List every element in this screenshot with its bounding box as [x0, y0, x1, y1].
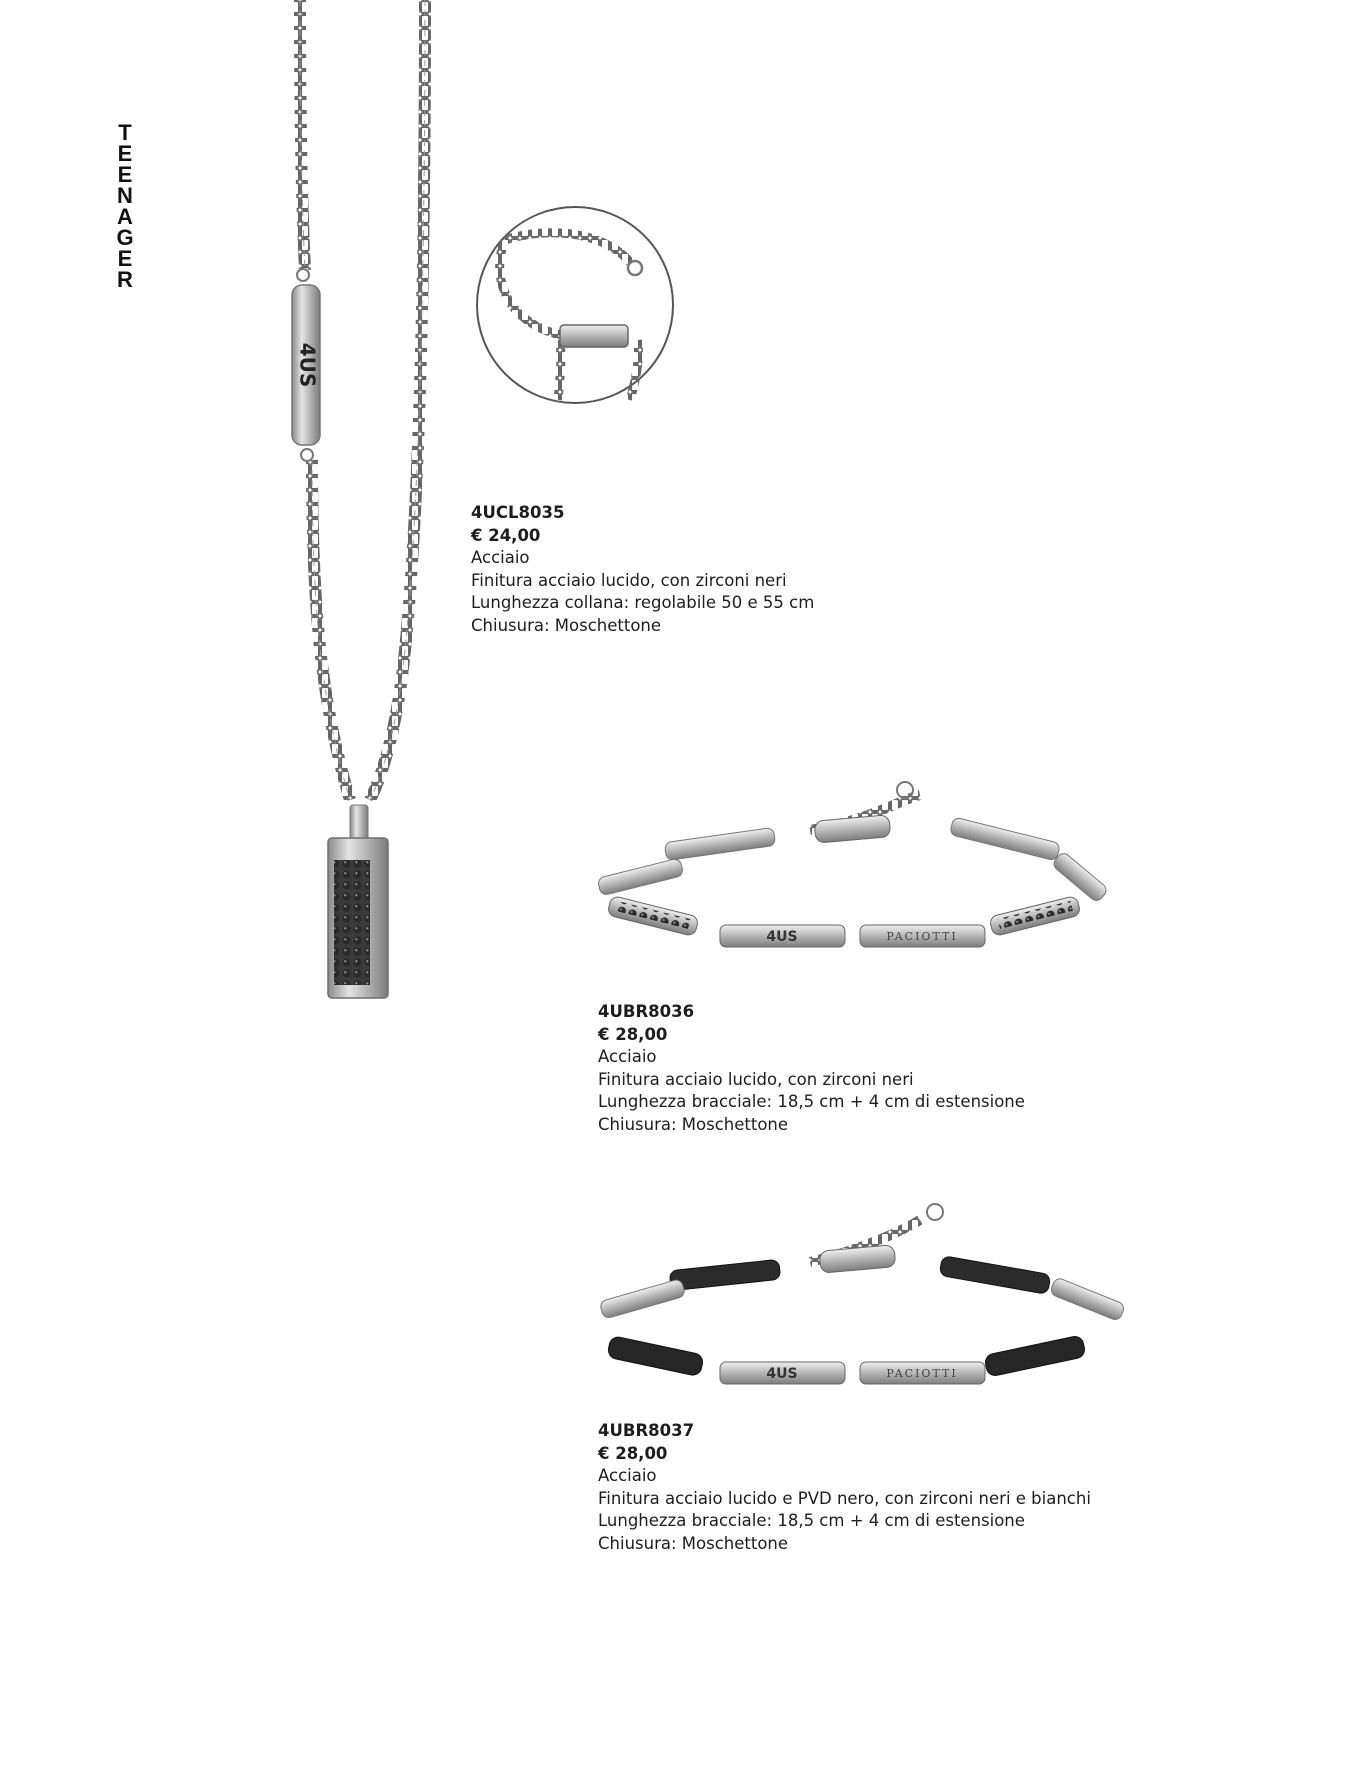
bracelet-paciotti-engraving: PACIOTTI — [886, 930, 958, 943]
bracelet-4us-engraving: 4US — [766, 929, 798, 945]
necklace-bar-engraving: 4US — [295, 342, 320, 388]
product-code: 4UBR8036 — [598, 1002, 695, 1021]
product-price: € 24,00 — [471, 525, 541, 545]
product-closure: Chiusura: Moschettone — [598, 1114, 789, 1134]
product-finish: Finitura acciaio lucido e PVD nero, con zirconi neri e bianchi — [598, 1488, 1091, 1508]
product-material: Acciaio — [598, 1047, 657, 1066]
product-finish: Finitura acciaio lucido, con zirconi neri — [598, 1069, 914, 1089]
product-4ubr8037 — [598, 1420, 1091, 1555]
bracelet-4ubr8037-photo — [599, 1204, 1125, 1384]
product-length: Lunghezza collana: regolabile 50 e 55 cm — [471, 593, 815, 612]
product-material: Acciaio — [598, 1466, 657, 1485]
bracelet-4us-engraving-2: 4US — [766, 1366, 798, 1382]
section-label-teenager: T E E N A G E R — [116, 120, 134, 292]
product-closure: Chiusura: Moschettone — [471, 615, 662, 635]
product-length: Lunghezza bracciale: 18,5 cm + 4 cm di estensione — [598, 1511, 1025, 1530]
product-closure: Chiusura: Moschettone — [598, 1533, 789, 1553]
product-finish: Finitura acciaio lucido, con zirconi neri — [471, 570, 787, 590]
product-material: Acciaio — [471, 548, 530, 567]
product-price: € 28,00 — [598, 1024, 668, 1044]
product-price: € 28,00 — [598, 1443, 668, 1463]
bracelet-paciotti-engraving-2: PACIOTTI — [886, 1367, 958, 1380]
bracelet-4ubr8036-photo — [597, 782, 1109, 947]
clasp-detail-inset — [477, 207, 673, 403]
product-code: 4UBR8037 — [598, 1421, 695, 1440]
product-code: 4UCL8035 — [471, 503, 565, 522]
product-length: Lunghezza bracciale: 18,5 cm + 4 cm di estensione — [598, 1092, 1025, 1111]
product-4ubr8036 — [598, 1001, 1025, 1136]
product-4ucl8035 — [471, 502, 814, 637]
necklace-photo — [292, 0, 425, 998]
